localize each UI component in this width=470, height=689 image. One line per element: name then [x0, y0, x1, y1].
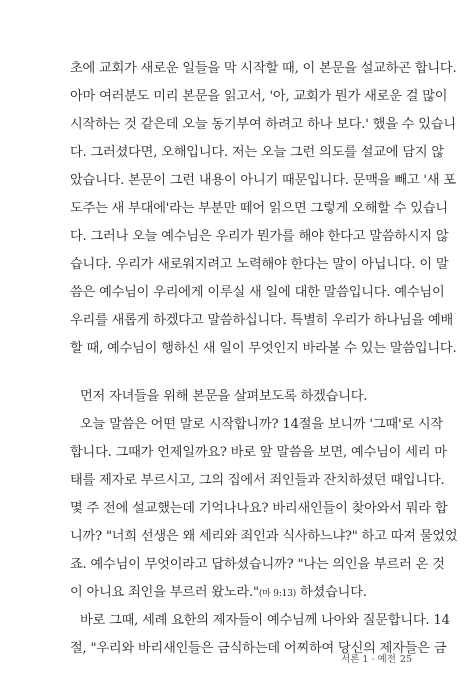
text-line: 씀은 예수님이 우리에게 이루실 새 일에 대한 말씀입니다. 예수님이 [70, 285, 445, 300]
text-line: 절, "우리와 바리새인들은 금식하는데 어찌하여 당신의 제자들은 금 [70, 641, 447, 656]
text-line [70, 585, 410, 602]
text-segment: 이 아니요 죄인을 부르러 왔노라." [70, 585, 259, 600]
page-number: 25 [399, 654, 412, 665]
text-line: 다. 그러셨다면, 오해입니다. 저는 오늘 그런 의도를 설교에 담지 않 [70, 145, 444, 160]
text-line: 니까? "너희 선생은 왜 세리와 죄인과 식사하느냐?" 하고 따져 물었었 [70, 529, 458, 544]
page-footer [341, 651, 412, 665]
text-line: 습니다. 우리가 새로워지려고 노력해야 한다는 말이 아닙니다. 이 말 [70, 257, 449, 272]
text-line: 아마 여러분도 미리 본문을 읽고서, '아, 교회가 뭔가 새로운 걸 많이 [70, 89, 448, 104]
text-line: 초에 교회가 새로운 일들을 막 시작할 때, 이 본문을 설교하곤 합니다. [70, 61, 457, 76]
text-line: 다. 그러나 오늘 예수님은 우리가 뭔가를 해야 한다고 말씀하시지 않 [70, 229, 449, 244]
footer-section-label: 서론 1 · 예전 [341, 654, 396, 665]
text-segment: 하셨습니다. [296, 585, 367, 600]
text-line: 시작하는 것 같은데 오늘 동기부여 하려고 하나 보다.' 했을 수 있습니 [70, 117, 456, 132]
text-line: 바로 그때, 세례 요한의 제자들이 예수님께 나아와 질문합니다. 14 [80, 613, 450, 628]
text-line: 몇 주 전에 설교했는데 기억나나요? 바리새인들이 찾아와서 뭐라 합 [70, 501, 448, 516]
text-line: 할 때, 예수님이 행하신 새 일이 무엇인지 바라볼 수 있는 말씀입니다. [70, 341, 457, 356]
text-line: 태를 제자로 부르시고, 그의 집에서 죄인들과 잔치하셨던 때입니다. [70, 473, 445, 488]
text-line: 오늘 말씀은 어떤 말로 시작합니까? 14절을 보니까 '그때'로 시작 [80, 417, 443, 432]
text-line: 우리를 새롭게 하겠다고 말씀하십니다. 특별히 우리가 하나님을 예배 [70, 313, 454, 328]
text-line: 죠. 예수님이 무엇이라고 답하셨습니까? "나는 의인을 부르러 온 것 [70, 557, 445, 572]
text-line: 먼저 자녀들을 위해 본문을 살펴보도록 하겠습니다. [80, 389, 368, 404]
text-line: 도주는 새 부대에'라는 부분만 떼어 읽으면 그렇게 오해할 수 있습니 [70, 201, 448, 216]
text-line: 합니다. 그때가 언제일까요? 바로 앞 말씀을 보면, 예수님이 세리 마 [70, 445, 447, 460]
text-line: 았습니다. 본문이 그런 내용이 아니기 때문입니다. 문맥을 빼고 '새 포 [70, 173, 456, 188]
scripture-reference: (마 9:13) [258, 589, 297, 599]
